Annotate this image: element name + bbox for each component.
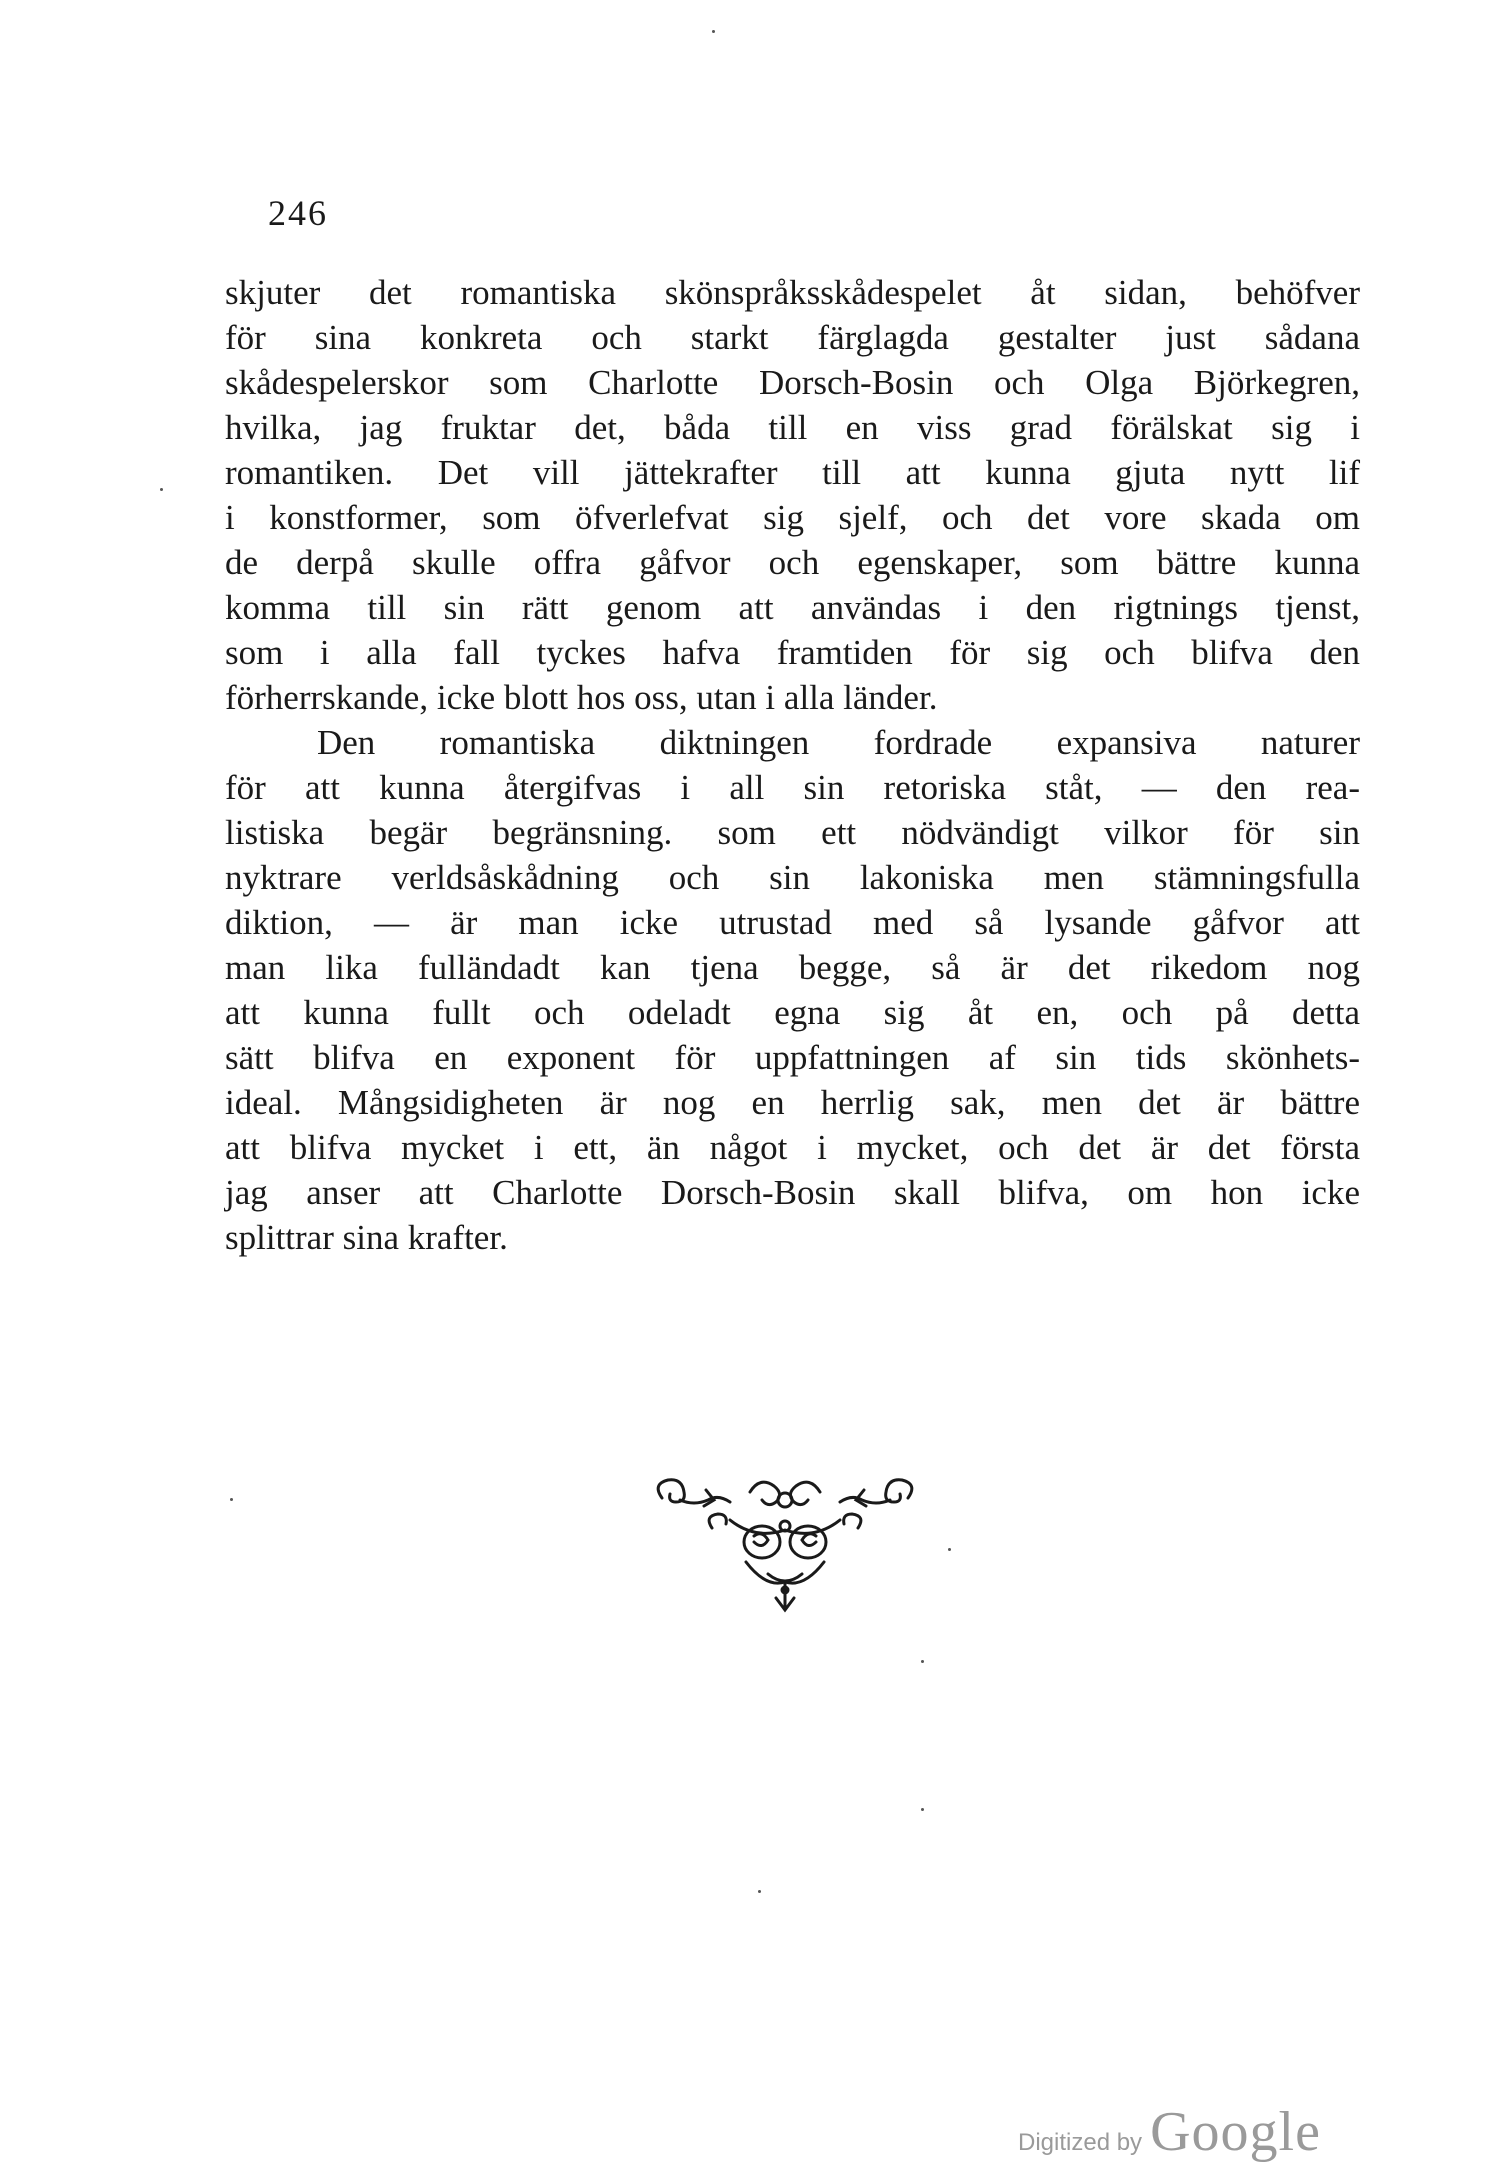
- body-text: [225, 270, 1360, 1260]
- text-line: ideal. Mångsidigheten är nog en herrlig sak, men det är bättre: [225, 1083, 1360, 1122]
- text-line: nyktrare verldsåskådning och sin lakoniska men stämningsfulla: [225, 858, 1360, 897]
- text-line: sätt blifva en exponent för uppfattningen af sin tids skönhets-: [225, 1038, 1360, 1077]
- text-line: hvilka, jag fruktar det, båda till en viss grad förälskat sig i: [225, 408, 1360, 447]
- text-line: splittrar sina krafter.: [225, 1218, 508, 1257]
- print-speck: [921, 1808, 924, 1811]
- print-speck: [758, 1890, 761, 1893]
- print-speck: [230, 1498, 233, 1501]
- text-line: att kunna fullt och odeladt egna sig åt en, och på detta: [225, 993, 1360, 1032]
- text-line: för att kunna återgifvas i all sin retoriska ståt, — den rea-: [225, 768, 1360, 807]
- text-line: jag anser att Charlotte Dorsch-Bosin skall blifva, om hon icke: [225, 1173, 1360, 1212]
- google-logo: Google: [1150, 2101, 1321, 2163]
- text-line: diktion, — är man icke utrustad med så lysande gåfvor att: [225, 903, 1360, 942]
- text-line: Den romantiska diktningen fordrade expansiva naturer: [317, 723, 1360, 762]
- text-line: skådespelerskor som Charlotte Dorsch-Bosin och Olga Björkegren,: [225, 363, 1360, 402]
- text-line: i konstformer, som öfverlefvat sig sjelf, och det vore skada om: [225, 498, 1360, 537]
- print-speck: [712, 30, 715, 33]
- text-line: att blifva mycket i ett, än något i mycket, och det är det första: [225, 1128, 1360, 1167]
- text-line: förherrskande, icke blott hos oss, utan i alla länder.: [225, 678, 938, 717]
- print-speck: [160, 488, 163, 491]
- text-line: listiska begär begränsning. som ett nödvändigt vilkor för sin: [225, 813, 1360, 852]
- text-line: romantiken. Det vill jättekrafter till att kunna gjuta nytt lif: [225, 453, 1360, 492]
- floral-vignette-icon: [650, 1470, 920, 1620]
- digitized-watermark: [1018, 2100, 1321, 2163]
- watermark-prefix: Digitized by: [1018, 2129, 1143, 2156]
- text-line: de derpå skulle offra gåfvor och egenskaper, som bättre kunna: [225, 543, 1360, 582]
- print-speck: [921, 1660, 924, 1663]
- text-line: för sina konkreta och starkt färglagda gestalter just sådana: [225, 318, 1360, 357]
- text-line: komma till sin rätt genom att användas i den rigtnings tjenst,: [225, 588, 1360, 627]
- text-line: man lika fulländadt kan tjena begge, så är det rikedom nog: [225, 948, 1360, 987]
- print-speck: [948, 1548, 951, 1551]
- text-line: som i alla fall tyckes hafva framtiden för sig och blifva den: [225, 633, 1360, 672]
- page-number: 246: [268, 193, 328, 233]
- text-line: skjuter det romantiska skönspråksskådespelet åt sidan, behöfver: [225, 273, 1360, 312]
